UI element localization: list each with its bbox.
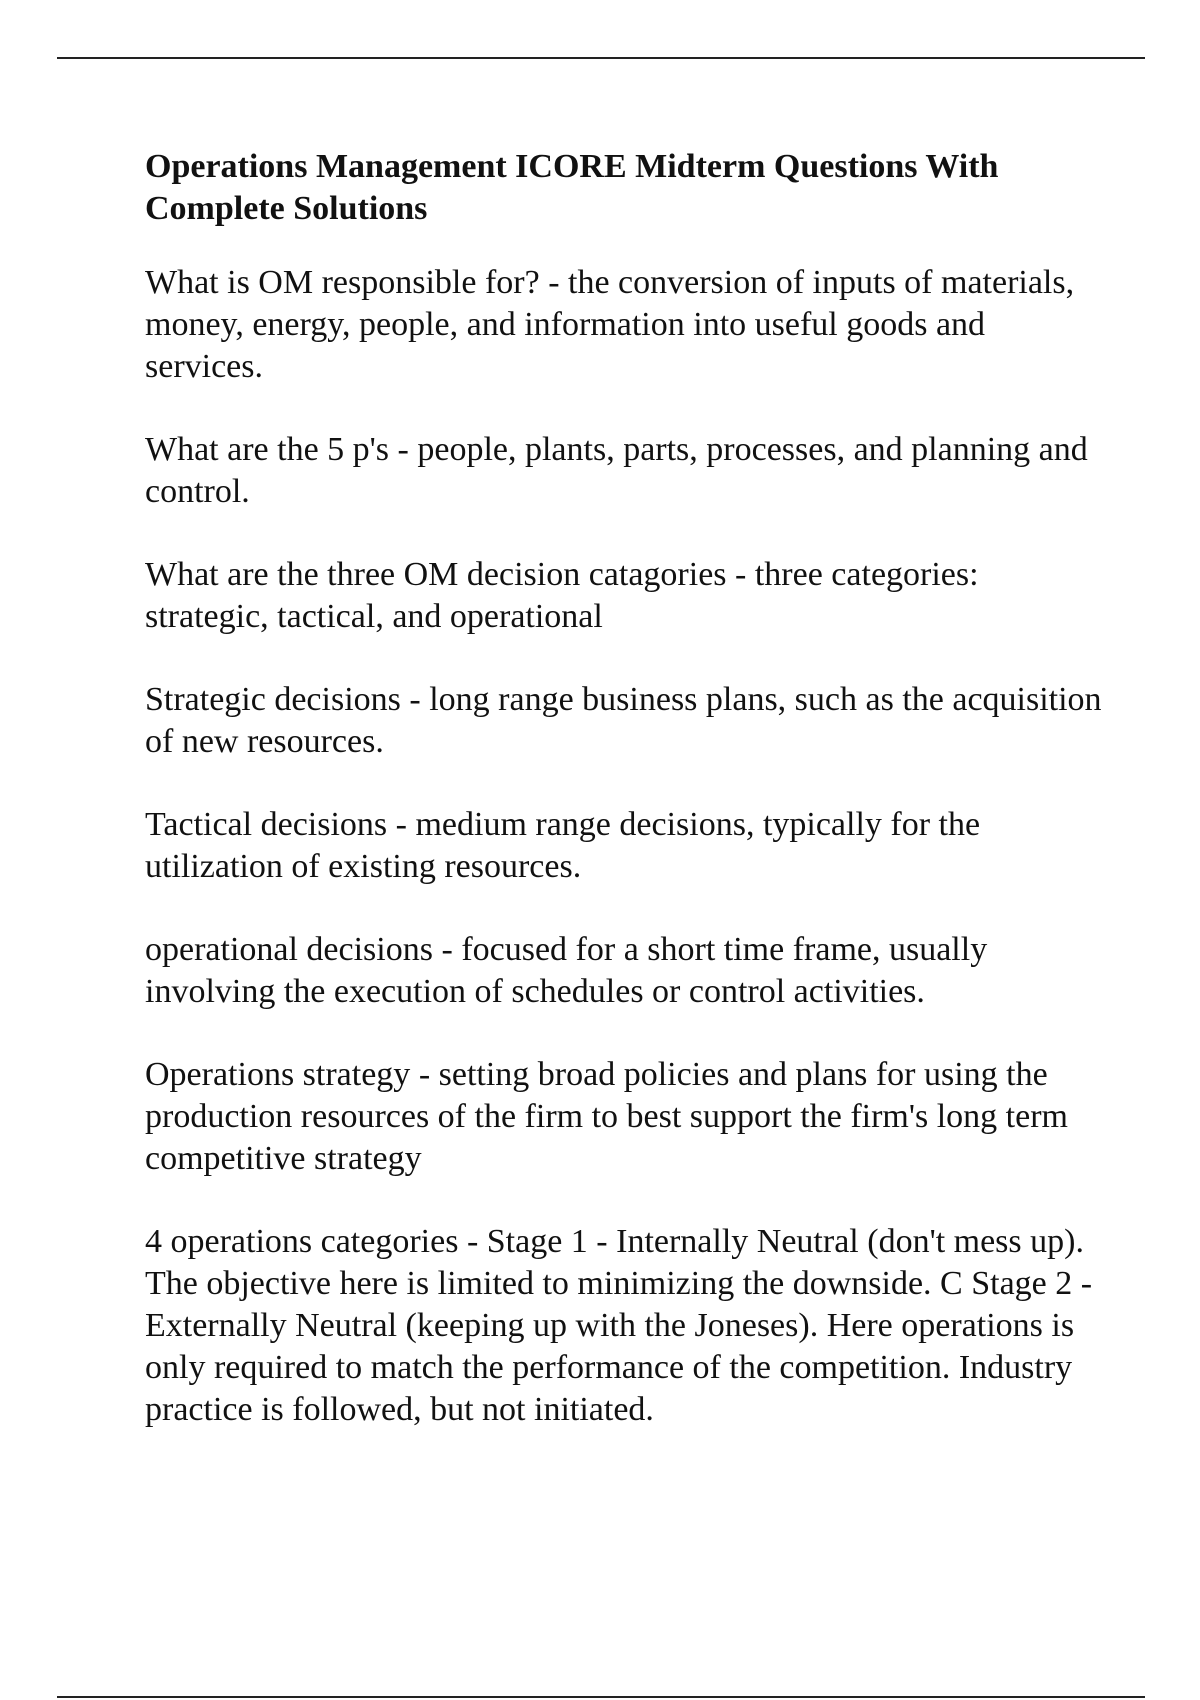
answer-text: focused for a short time frame, usually involving the execution of schedules or control activities. [145,931,996,1010]
question-text: What are the 5 p's [145,431,390,468]
qa-entry [145,804,1105,888]
separator: - [389,431,418,468]
answer-text: the conversion of inputs of materials, money, energy, people, and information into useful goods and services. [145,264,1083,385]
separator: - [410,1056,439,1093]
qa-entry [145,554,1105,638]
separator: - [726,556,755,593]
answer-text: setting broad policies and plans for using the production resources of the firm to best support the firm's long term competitive strategy [145,1056,1077,1177]
separator: - [400,681,430,718]
separator: - [432,931,462,968]
question-text: What are the three OM decision catagories [145,556,727,593]
answer-text: three categories: strategic, tactical, and operational [145,556,988,635]
question-text: 4 operations categories [145,1223,459,1260]
question-text: Strategic decisions [145,681,401,718]
qa-entry [145,262,1105,388]
question-text: Operations strategy [145,1056,411,1093]
answer-text: medium range decisions, typically for the utilization of existing resources. [145,806,989,885]
question-text: operational decisions [145,931,433,968]
question-text: Tactical decisions [145,806,388,843]
qa-entry [145,679,1111,763]
qa-entry [145,1054,1105,1180]
qa-entry [145,1221,1105,1431]
separator: - [458,1223,487,1260]
question-text: What is OM responsible for? [145,264,540,301]
footer-rule [57,1696,1145,1698]
answer-text: long range business plans, such as the acquisition of new resources. [145,681,1111,760]
separator: - [387,806,416,843]
separator: - [539,264,569,301]
qa-entry [145,429,1105,513]
document-body [145,146,1111,1472]
answer-text: people, plants, parts, processes, and planning and control. [145,431,1097,510]
document-title: Operations Management ICORE Midterm Questions With Complete Solutions [145,148,999,227]
qa-entry [145,929,1105,1013]
header-rule [57,57,1145,59]
answer-text: Stage 1 - Internally Neutral (don't mess up). The objective here is limited to minimizing the downside. C Stage 2 - Externally Neutral (keeping up with the Joneses). Here operations is only required to match the performance of the competition. Industry practice is followed, but not initiated. [145,1223,1101,1428]
